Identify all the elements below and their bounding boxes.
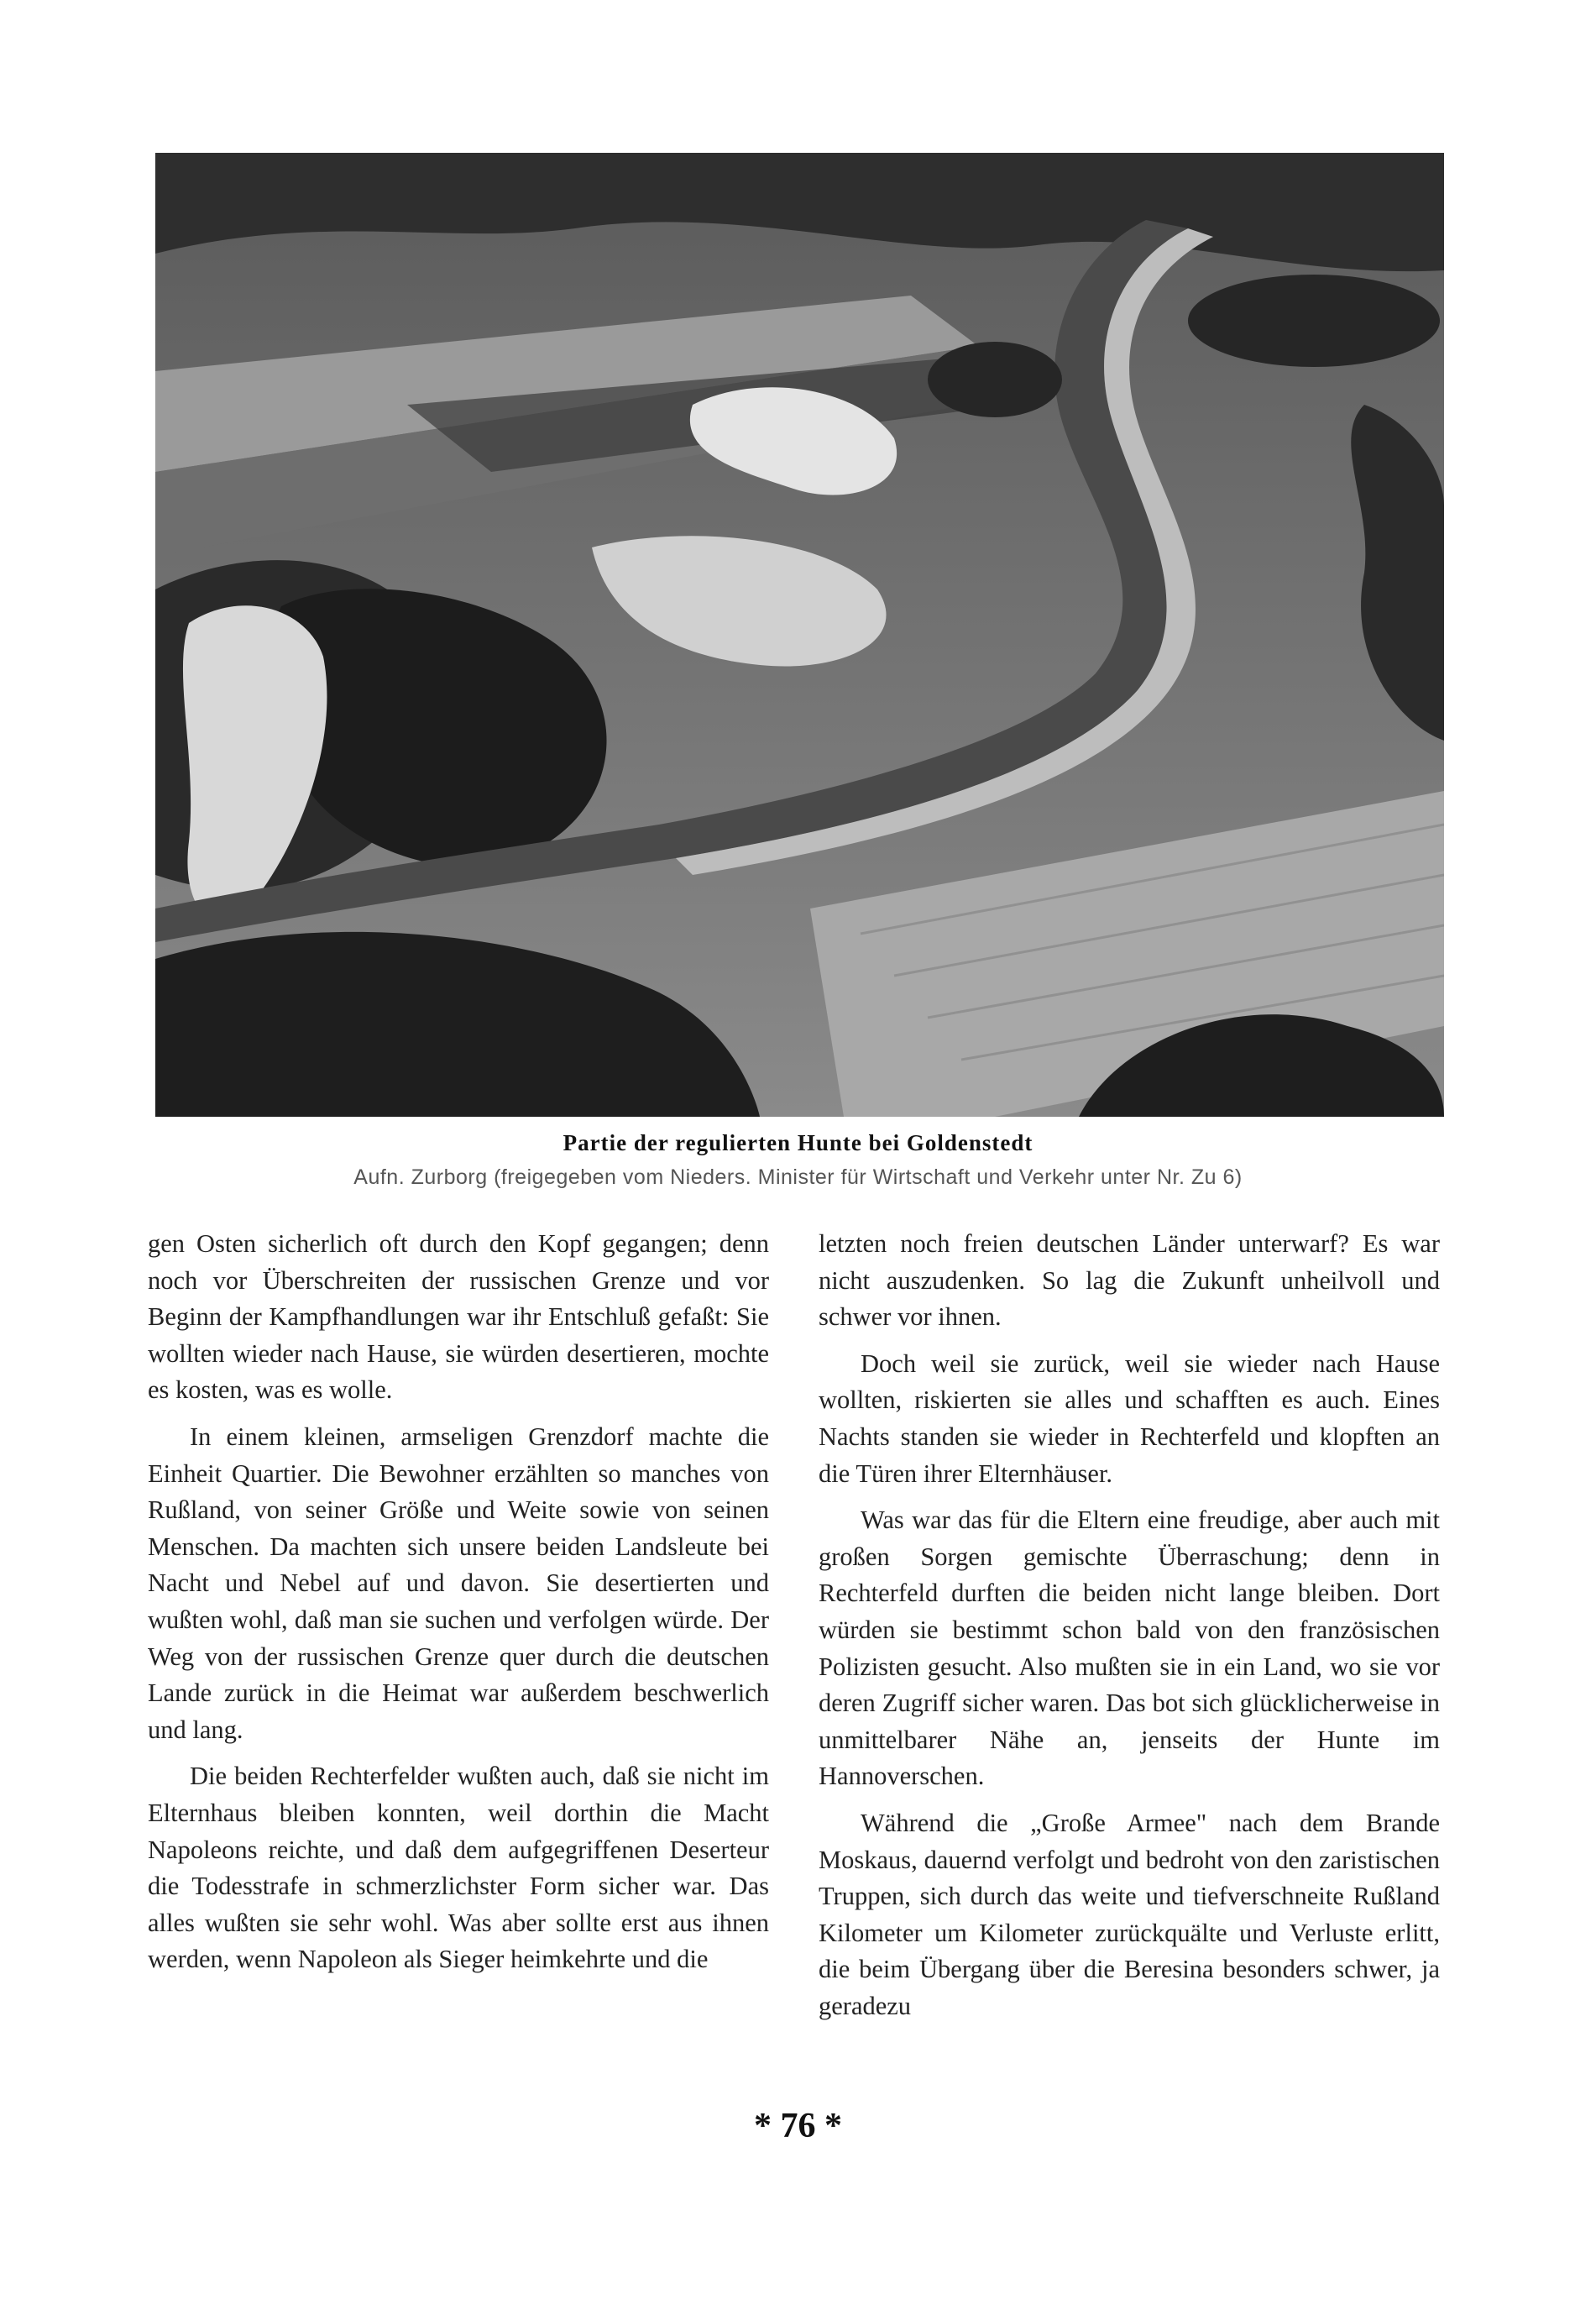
paragraph: Während die „Große Armee" nach dem Brande Moskaus, dauernd verfolgt und bedroht von den zaristischen Truppen, sich durch das weite und tiefverschneite Rußland Kilometer um Kilometer zurückquälte und Verluste erlitt, die beim Übergang über die Beresina besonders schwer, ja geradezu [819, 1808, 1440, 2020]
right-text-column [819, 1226, 1440, 2035]
paragraph: Die beiden Rechterfelder wußten auch, daß sie nicht im Elternhaus bleiben konnten, weil dorthin die Macht Napoleons reichte, und daß dem aufgegriffenen Deserteur die Todesstrafe in schmerzlichster Form sicher war. Das alles wußten sie sehr wohl. Was aber sollte erst aus ihnen werden, wenn Napoleon als Sieger heimkehrte und die [148, 1762, 769, 1974]
aerial-photo-illustration [155, 153, 1444, 1117]
paragraph: Was war das für die Eltern eine freudige, aber auch mit großen Sorgen gemischte Überraschung; denn in Rechterfeld durften die beiden nicht lange bleiben. Dort würden sie bestimmt schon bald von den französischen Polizisten gesucht. Also mußten sie in ein Land, wo sie vor deren Zugriff sicher waren. Das bot sich glücklicherweise in unmittelbarer Nähe an, jenseits der Hunte im Hannoverschen. [819, 1506, 1440, 1791]
page-number: * 76 * [754, 2107, 842, 2145]
photo-caption-title: Partie der regulierten Hunte bei Goldenstedt [563, 1130, 1033, 1155]
left-text-column [148, 1226, 769, 1988]
photo-caption-credit: Aufn. Zurborg (freigegeben vom Nieders. Minister für Wirtschaft und Verkehr unter Nr. Zu 6) [353, 1165, 1243, 1189]
aerial-photograph [155, 153, 1444, 1117]
paragraph: In einem kleinen, armseligen Grenzdorf machte die Einheit Quartier. Die Bewohner erzählten so manches von Rußland, von seiner Größe und Weite sowie von seinen Menschen. Da machten sich unsere beiden Landsleute bei Nacht und Nebel auf und davon. Sie desertierten und wußten wohl, daß man sie suchen und verfolgen würde. Der Weg von der russischen Grenze quer durch die deutschen Lande zurück in die Heimat war außerdem beschwerlich und lang. [148, 1422, 769, 1744]
paragraph: letzten noch freien deutschen Länder unterwarf? Es war nicht auszudenken. So lag die Zukunft unheilvoll und schwer vor ihnen. [819, 1229, 1440, 1332]
paragraph: Doch weil sie zurück, weil sie wieder nach Hause wollten, riskierten sie alles und schafften es auch. Eines Nachts standen sie wieder in Rechterfeld und klopften an die Türen ihrer Elternhäuser. [819, 1349, 1440, 1488]
paragraph: gen Osten sicherlich oft durch den Kopf gegangen; denn noch vor Überschreiten der russischen Grenze und vor Beginn der Kampfhandlungen war ihr Entschluß gefaßt: Sie wollten wieder nach Hause, sie würden desertieren, mochte es kosten, was es wolle. [148, 1229, 769, 1405]
